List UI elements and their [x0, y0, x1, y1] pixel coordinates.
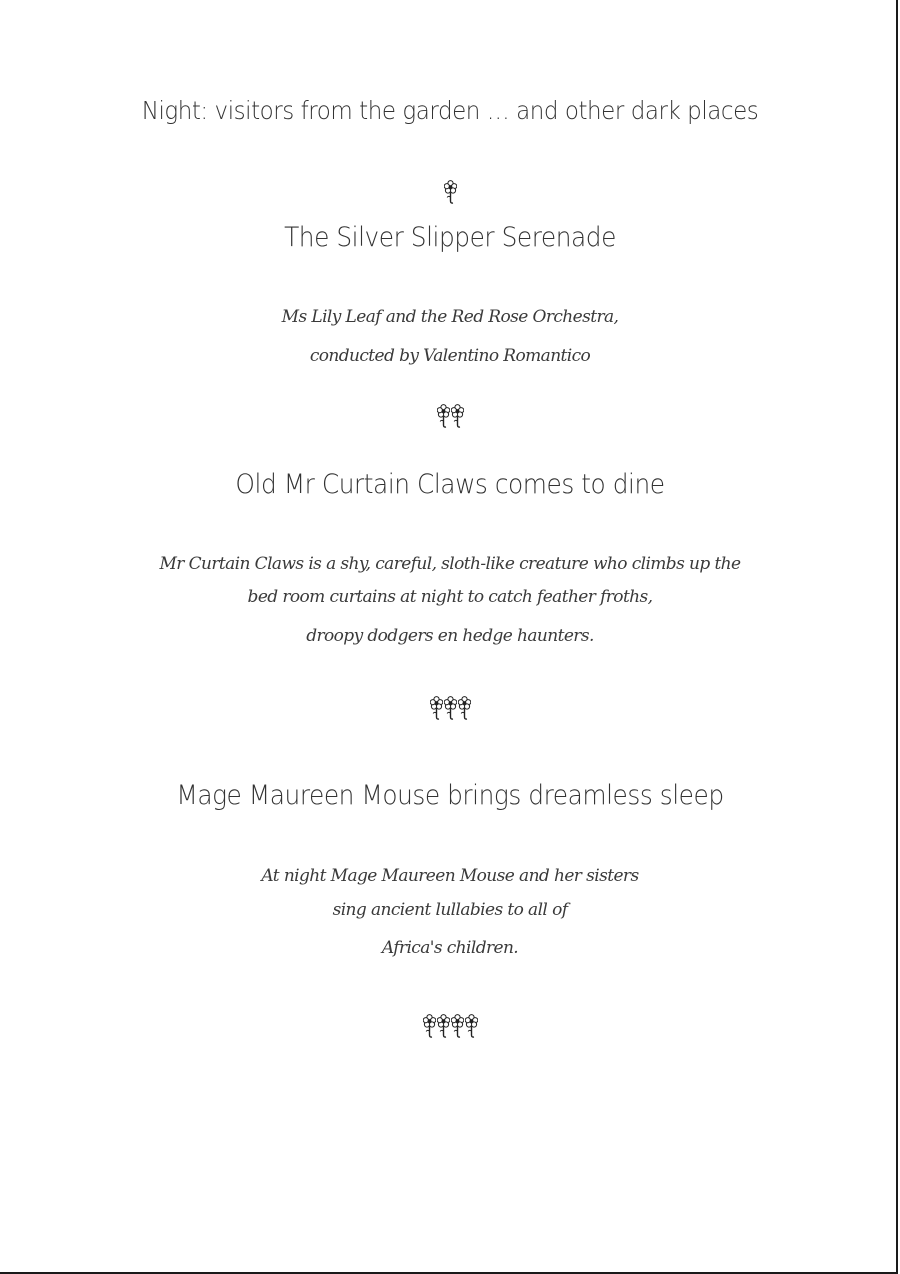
section-heading-silver-slipper: The Silver Slipper Serenade [284, 222, 616, 253]
flower-divider-2 [0, 404, 900, 430]
flower-divider-4 [0, 1014, 900, 1040]
flower-icon [437, 404, 450, 430]
section-heading-curtain-claws: Old Mr Curtain Claws comes to dine [235, 469, 665, 500]
flower-icon [458, 696, 471, 722]
flower-icon [451, 404, 464, 430]
page-title: Night: visitors from the garden … and other dark places [141, 96, 759, 125]
flower-icon [444, 696, 457, 722]
section-3-line-3: Africa's children. [381, 938, 519, 958]
flower-divider-1 [0, 180, 900, 206]
flower-icon [430, 696, 443, 722]
section-3-line-1: At night Mage Maureen Mouse and her sisters [261, 866, 639, 886]
flower-icon [444, 180, 457, 206]
flower-divider-3 [0, 696, 900, 722]
section-3-line-2: sing ancient lullabies to all of [332, 900, 568, 920]
flower-icon [437, 1014, 450, 1040]
flower-icon [465, 1014, 478, 1040]
section-2-line-3: droopy dodgers en hedge haunters. [306, 626, 594, 646]
section-heading-maureen-mouse: Mage Maureen Mouse brings dreamless sleep [176, 780, 724, 811]
flower-icon [423, 1014, 436, 1040]
section-1-line-2: conducted by Valentino Romantico [309, 346, 591, 366]
section-1-line-1: Ms Lily Leaf and the Red Rose Orchestra, [281, 307, 619, 327]
section-2-line-1: Mr Curtain Claws is a shy, careful, sloth-like creature who climbs up the [159, 554, 741, 574]
flower-icon [451, 1014, 464, 1040]
section-2-line-2: bed room curtains at night to catch feather froths, [247, 587, 653, 607]
